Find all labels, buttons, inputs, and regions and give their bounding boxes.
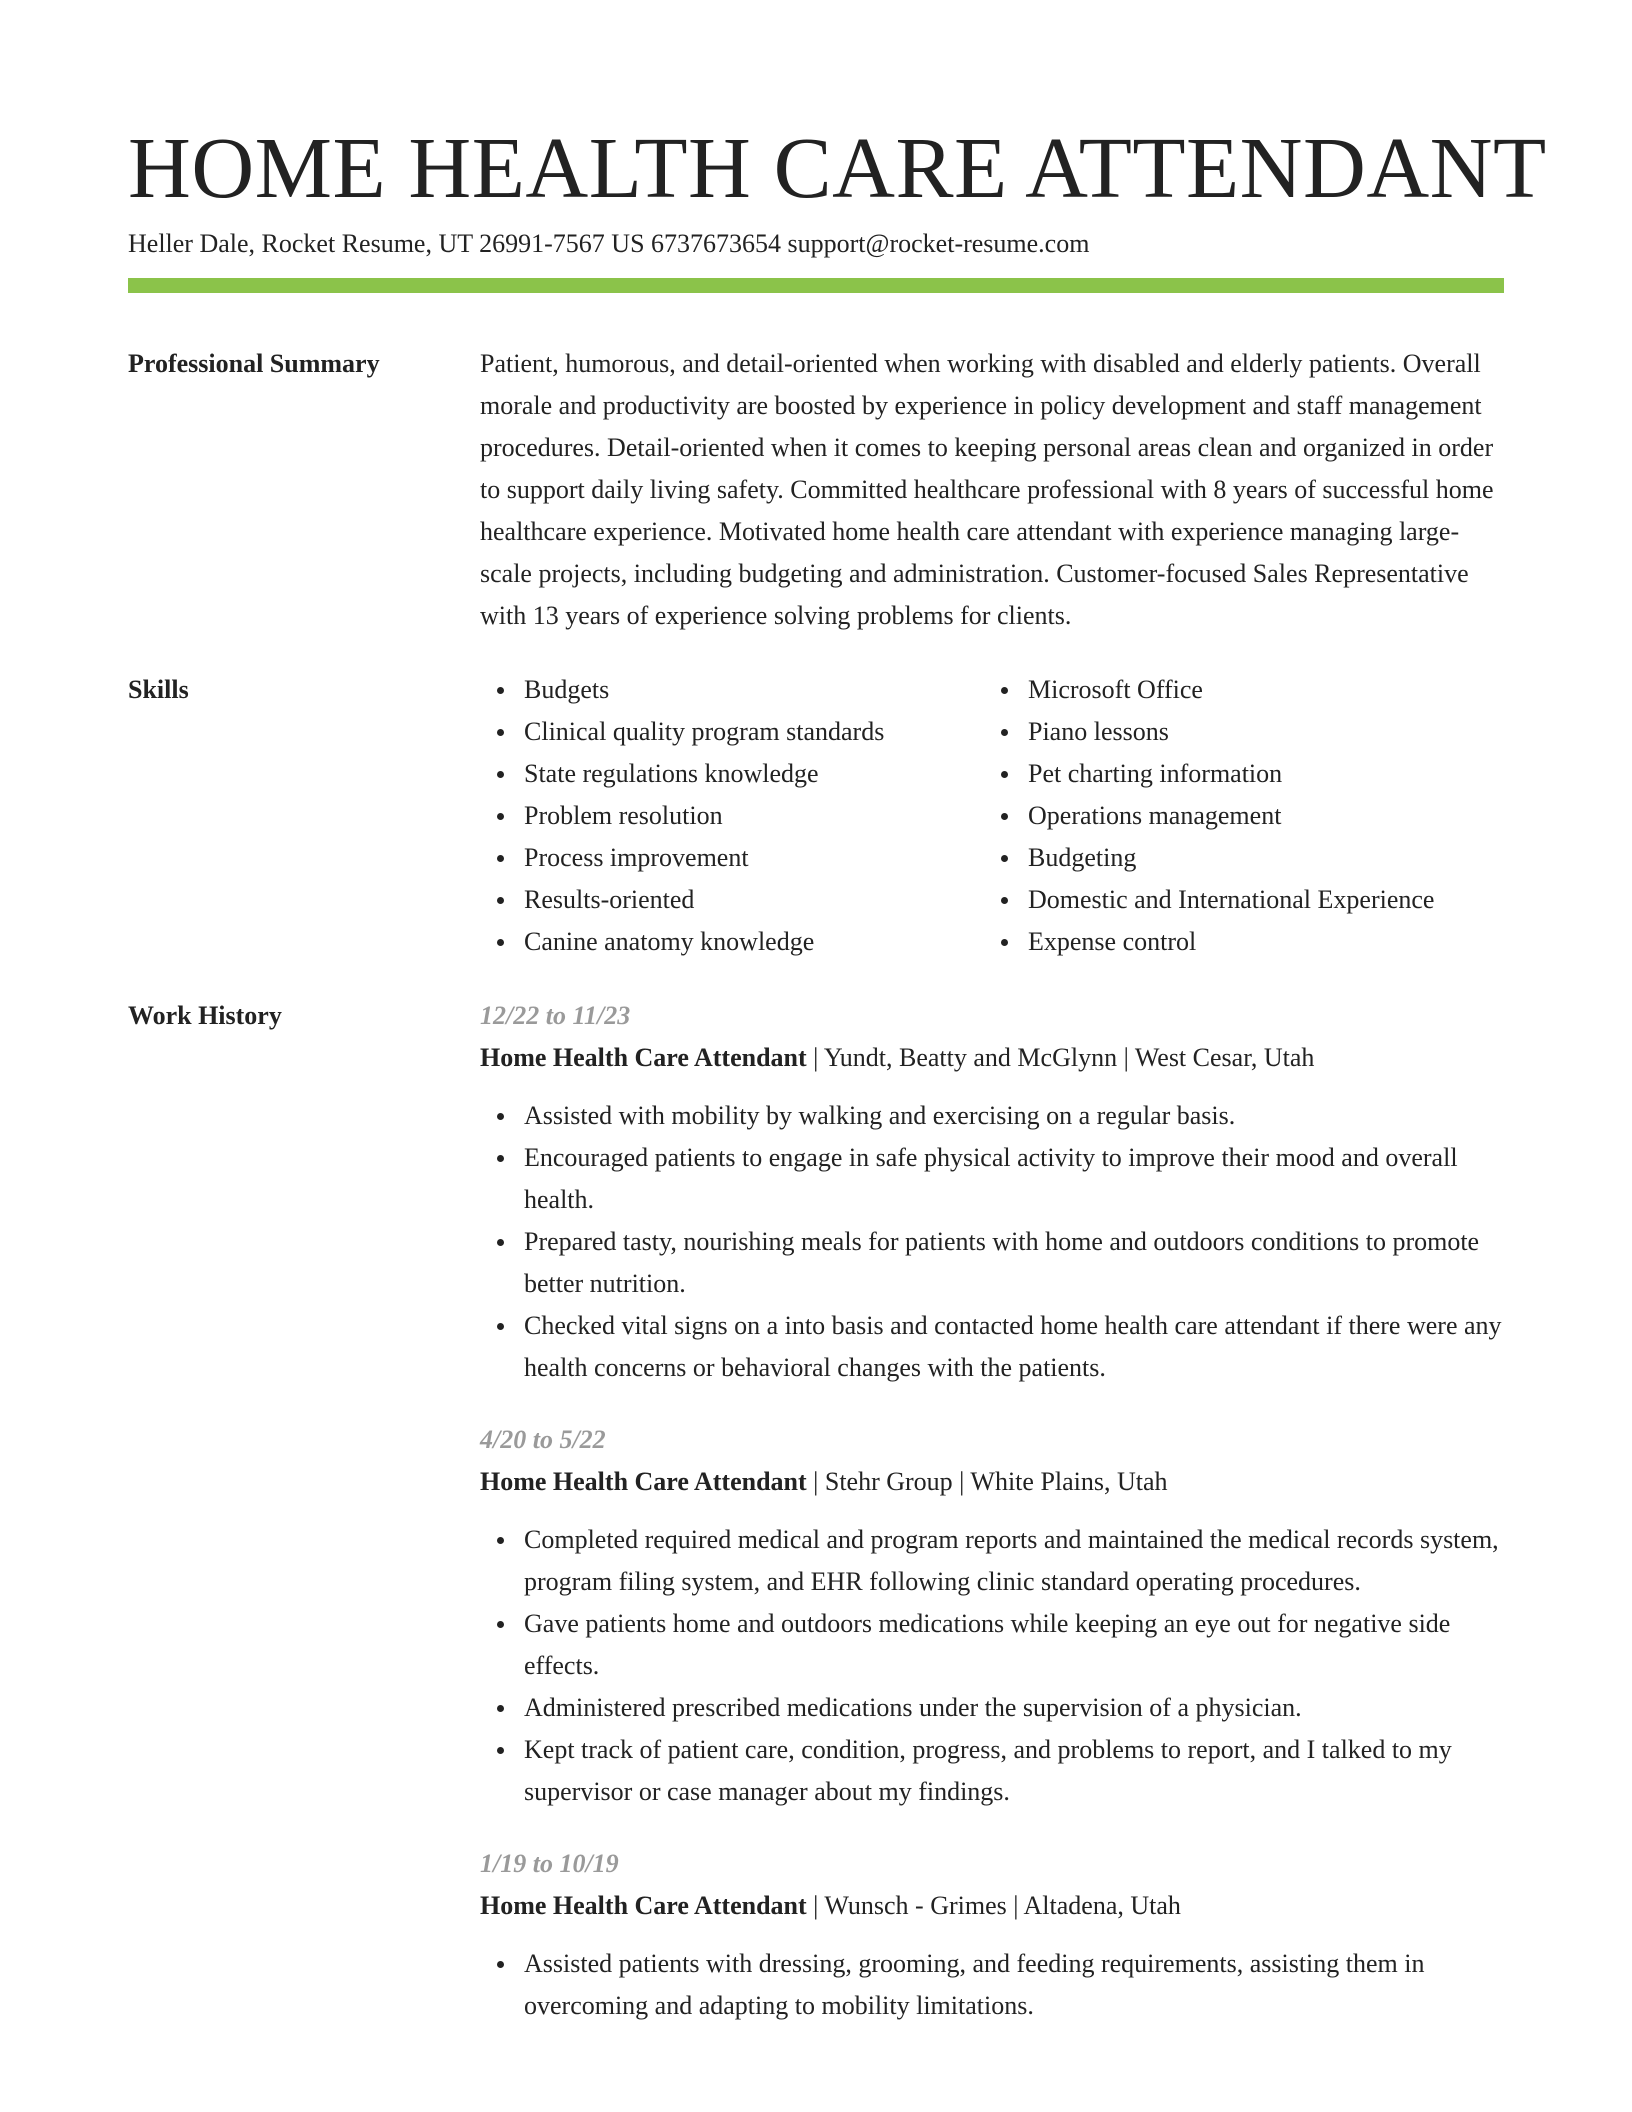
skills-columns bbox=[480, 669, 1504, 963]
list-item: State regulations knowledge bbox=[524, 753, 984, 795]
job-dates: 12/22 to 11/23 bbox=[480, 1001, 631, 1030]
job-bullets bbox=[480, 1095, 1504, 1389]
skills-column-left bbox=[480, 669, 984, 963]
job-entry bbox=[480, 995, 1504, 1389]
section-label-work-history: Work History bbox=[128, 1001, 282, 1030]
resume-title: HOME HEALTH CARE ATTENDANT bbox=[128, 119, 1547, 216]
job-heading bbox=[480, 1885, 1504, 1927]
job-employer-location: | Wunsch - Grimes | Altadena, Utah bbox=[806, 1891, 1181, 1920]
list-item: Results-oriented bbox=[524, 879, 984, 921]
list-item: Expense control bbox=[1028, 921, 1488, 963]
list-item: Problem resolution bbox=[524, 795, 984, 837]
job-employer-location: | Yundt, Beatty and McGlynn | West Cesar, Utah bbox=[806, 1043, 1315, 1072]
contact-line: Heller Dale, Rocket Resume, UT 26991-7567 US 6737673654 support@rocket-resume.com bbox=[128, 229, 1090, 258]
job-bullets bbox=[480, 1943, 1504, 2027]
list-item: Assisted with mobility by walking and exercising on a regular basis. bbox=[524, 1095, 1504, 1137]
job-title: Home Health Care Attendant bbox=[480, 1891, 807, 1920]
job-heading bbox=[480, 1461, 1504, 1503]
list-item: Domestic and International Experience bbox=[1028, 879, 1488, 921]
section-label-skills: Skills bbox=[128, 675, 189, 704]
job-entry bbox=[480, 1419, 1504, 1813]
skills-section bbox=[128, 669, 1504, 963]
job-dates: 4/20 to 5/22 bbox=[480, 1425, 606, 1454]
skills-list-left bbox=[480, 669, 984, 963]
list-item: Piano lessons bbox=[1028, 711, 1488, 753]
list-item: Kept track of patient care, condition, progress, and problems to report, and I talked to my supervisor or case manager about my findings. bbox=[524, 1729, 1504, 1813]
job-employer-location: | Stehr Group | White Plains, Utah bbox=[806, 1467, 1168, 1496]
summary-text: Patient, humorous, and detail-oriented when working with disabled and elderly patients. Overall morale and productivity are boosted by experience in policy development and staff management procedures. Detail-oriented when it comes to keeping personal areas clean and organized in order to support daily living safety. Committed healthcare professional with 8 years of successful home healthcare experience. Motivated home health care attendant with experience managing large-scale projects, including budgeting and administration. Customer-focused Sales Representative with 13 years of experience solving problems for clients. bbox=[480, 349, 1494, 630]
section-label-summary: Professional Summary bbox=[128, 349, 380, 378]
list-item: Prepared tasty, nourishing meals for patients with home and outdoors conditions to promote better nutrition. bbox=[524, 1221, 1504, 1305]
skills-list-right bbox=[984, 669, 1488, 963]
job-dates: 1/19 to 10/19 bbox=[480, 1849, 619, 1878]
job-bullets bbox=[480, 1519, 1504, 1813]
job-heading bbox=[480, 1037, 1504, 1079]
list-item: Pet charting information bbox=[1028, 753, 1488, 795]
list-item: Process improvement bbox=[524, 837, 984, 879]
skills-column-right bbox=[984, 669, 1488, 963]
summary-section bbox=[128, 343, 1504, 637]
work-history-list bbox=[480, 995, 1504, 2057]
list-item: Clinical quality program standards bbox=[524, 711, 984, 753]
list-item: Encouraged patients to engage in safe physical activity to improve their mood and overall health. bbox=[524, 1137, 1504, 1221]
list-item: Budgets bbox=[524, 669, 984, 711]
list-item: Gave patients home and outdoors medications while keeping an eye out for negative side effects. bbox=[524, 1603, 1504, 1687]
job-title: Home Health Care Attendant bbox=[480, 1467, 807, 1496]
resume-page bbox=[128, 118, 1547, 2057]
list-item: Administered prescribed medications under the supervision of a physician. bbox=[524, 1687, 1504, 1729]
list-item: Budgeting bbox=[1028, 837, 1488, 879]
work-history-section bbox=[128, 995, 1504, 2057]
list-item: Operations management bbox=[1028, 795, 1488, 837]
list-item: Canine anatomy knowledge bbox=[524, 921, 984, 963]
list-item: Assisted patients with dressing, grooming, and feeding requirements, assisting them in overcoming and adapting to mobility limitations. bbox=[524, 1943, 1504, 2027]
list-item: Completed required medical and program reports and maintained the medical records system, program filing system, and EHR following clinic standard operating procedures. bbox=[524, 1519, 1504, 1603]
job-entry bbox=[480, 1843, 1504, 2027]
header-divider bbox=[128, 278, 1504, 293]
list-item: Microsoft Office bbox=[1028, 669, 1488, 711]
job-title: Home Health Care Attendant bbox=[480, 1043, 807, 1072]
list-item: Checked vital signs on a into basis and contacted home health care attendant if there were any health concerns or behavioral changes with the patients. bbox=[524, 1305, 1504, 1389]
